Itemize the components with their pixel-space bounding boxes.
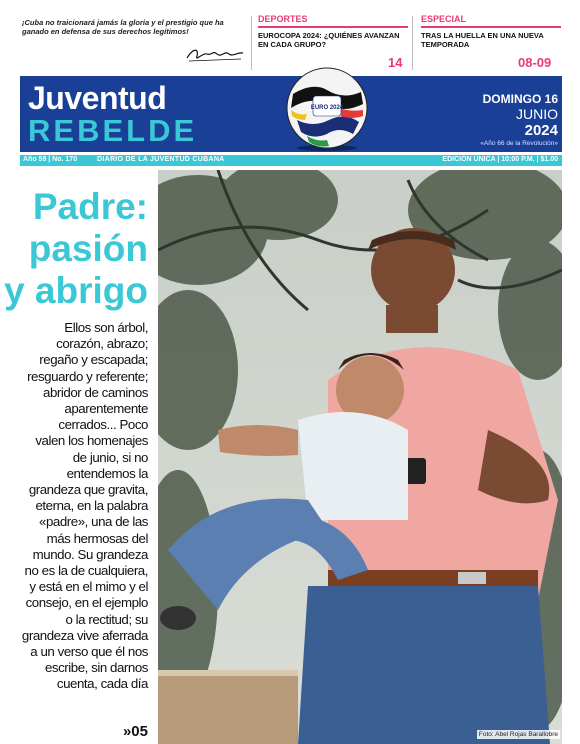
teaser-section-label: DEPORTES <box>258 14 308 24</box>
main-headline[interactable] <box>0 186 148 312</box>
body-line: valen los homenajes <box>35 433 148 449</box>
teaser-section-label: ESPECIAL <box>421 14 467 24</box>
body-line: grandeza vive aferrada <box>21 627 148 643</box>
cover-photo <box>158 170 562 744</box>
teaser-deportes[interactable] <box>258 14 408 49</box>
teaser-page-number: 14 <box>388 55 403 70</box>
masthead-quote: ¡Cuba no traicionará jamás la gloria y el prestigio que ha ganado en defensa de sus derechos legítimos! <box>22 18 224 36</box>
date-day: DOMINGO 16 <box>482 92 558 106</box>
body-line: aparentemente <box>64 401 148 417</box>
body-line: escribe, sin darnos <box>44 660 148 676</box>
divider <box>412 16 413 70</box>
continued-page-link[interactable]: »05 <box>122 723 148 740</box>
teaser-especial[interactable] <box>421 14 561 49</box>
date-month: JUNIO <box>516 106 558 122</box>
body-line: o la rectitud; su <box>65 611 148 627</box>
body-line: resguardo y referente; <box>27 368 148 384</box>
body-line: a un verso que él nos <box>30 644 148 660</box>
body-line: más hermosas del <box>46 530 148 546</box>
signature-icon <box>185 44 245 66</box>
body-line: grandeza que gravita, <box>28 482 148 498</box>
divider <box>251 16 252 70</box>
body-line: no es la de cualquiera, <box>24 563 148 579</box>
body-line: y está en el mimo y el <box>29 579 148 595</box>
body-line: mundo. Su grandeza <box>32 546 148 562</box>
body-line: entendemos la <box>66 465 148 481</box>
ball-label: EURO 2024 <box>310 105 344 111</box>
headline-line: pasión <box>28 228 148 269</box>
divider <box>421 26 561 28</box>
body-line: cuenta, cada día <box>56 676 148 692</box>
soccer-ball-icon <box>283 64 371 152</box>
divider <box>258 26 408 28</box>
body-line: abridor de caminos <box>43 384 148 400</box>
newspaper-title-sub: REBELDE <box>28 113 198 148</box>
headline-line: Padre: <box>32 186 148 227</box>
body-line: cerrados... Poco <box>58 417 148 433</box>
issue-number: Año 59 | No. 170 <box>23 156 78 163</box>
photo-credit: Foto: Abel Rojas Barallobre <box>478 731 558 738</box>
date-year: 2024 <box>524 122 558 139</box>
article-teaser <box>10 320 148 693</box>
teaser-headline: TRAS LA HUELLA EN UNA NUEVA TEMPORADA <box>421 31 544 49</box>
date-note: «Año 66 de la Revolución» <box>480 140 558 147</box>
body-line: «padre», una de las <box>39 514 148 530</box>
body-line: eterna, en la palabra <box>35 498 148 514</box>
body-line: Ellos son árbol, <box>64 320 148 335</box>
headline-line: y abrigo <box>4 270 148 311</box>
edition-info: EDICIÓN ÚNICA | 10:00 P.M. | $1.00 <box>442 156 558 163</box>
newspaper-title: Juventud <box>28 80 167 116</box>
body-line: corazón, abrazo; <box>56 336 148 352</box>
teaser-headline: EUROCOPA 2024: ¿QUIÉNES AVANZAN EN CADA GRUPO? <box>258 31 400 49</box>
tagline: DIARIO DE LA JUVENTUD CUBANA <box>97 156 225 163</box>
body-line: consejo, en el ejemplo <box>25 595 148 611</box>
body-line: de junio, si no <box>72 449 148 465</box>
body-line: regaño y escapada; <box>39 352 148 368</box>
teaser-page-number: 08-09 <box>518 55 552 70</box>
